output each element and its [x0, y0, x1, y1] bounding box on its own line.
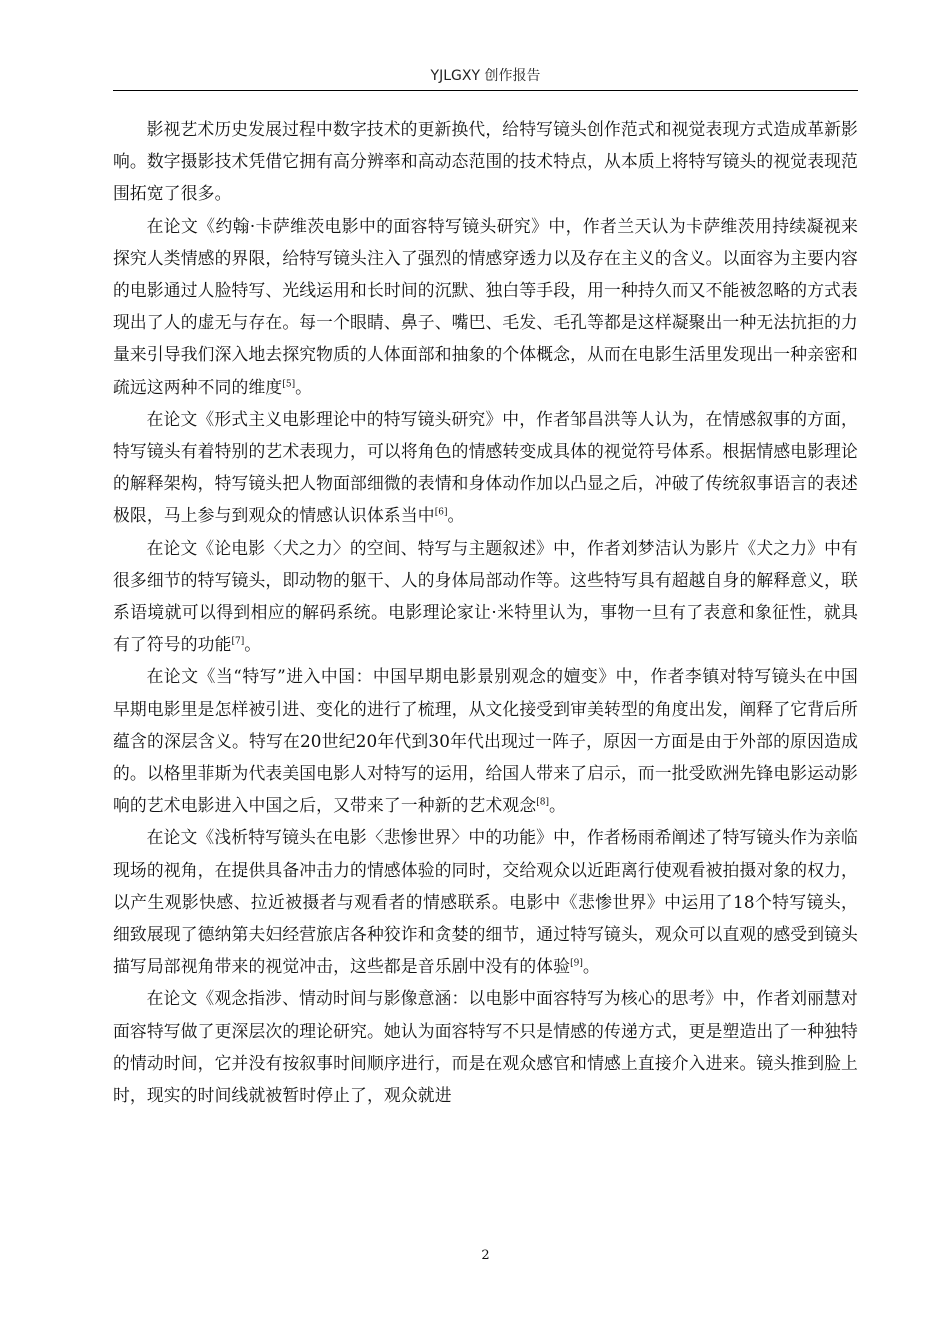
paragraph: [113, 210, 858, 403]
paragraph-tail: 。: [244, 634, 262, 655]
header-rule: [113, 90, 858, 91]
page-header: YJLGXY 创作报告: [430, 68, 541, 84]
paragraph-tail: 。: [582, 956, 600, 977]
paragraph-text: 在论文《论电影〈犬之力〉的空间、特写与主题叙述》中，作者刘梦洁认为影片《犬之力》中有很多细节的特写镜头，即动物的躯干、人的身体局部动作等。这些特写具有超越自身的解释意义，联系语境就可以得到相应的解码系统。电影理论家让·米特里认为，事物一旦有了表意和象征性，就具有了符号的功能: [113, 537, 858, 655]
paragraph-text: 在论文《浅析特写镜头在电影〈悲惨世界〉中的功能》中，作者杨雨希阐述了特写镜头作为亲临现场的视角，在提供具备冲击力的情感体验的同时，交给观众以近距离行使观看被拍摄对象的权力，以产生观影快感、拉近被摄者与观看者的情感联系。电影中《悲惨世界》中运用了18个特写镜头，细致展现了德纳第夫妇经营旅店各种狡诈和贪婪的细节，通过特写镜头，观众可以直观的感受到镜头描写局部视角带来的视觉冲击，这些都是音乐剧中没有的体验: [113, 827, 858, 977]
paragraph-tail: 。: [295, 376, 313, 397]
paragraph: [113, 532, 858, 661]
paragraph: [113, 403, 858, 532]
paragraph-text: 在论文《约翰·卡萨维茨电影中的面容特写镜头研究》中，作者兰天认为卡萨维茨用持续凝视来探究人类情感的界限，给特写镜头注入了强烈的情感穿透力以及存在主义的含义。以面容为主要内容的电影通过人脸特写、光线运用和长时间的沉默、独白等手段，用一种持久而又不能被忽略的方式表现出了人的虚无与存在。每一个眼睛、鼻子、嘴巴、毛发、毛孔等都是这样凝聚出一种无法抗拒的力量来引导我们深入地去探究物质的人体面部和抽象的个体概念，从而在电影生活里发现出一种亲密和疏远这两种不同的维度: [113, 215, 858, 397]
paragraph-text: 在论文《当“特写”进入中国：中国早期电影景别观念的嬗变》中，作者李镇对特写镜头在中国早期电影里是怎样被引进、变化的进行了梳理，从文化接受到审美转型的角度出发，阐释了它背后所蕴含的深层含义。特写在20世纪20年代到30年代出现过一阵子，原因一方面是由于外部的原因造成的。以格里菲斯为代表美国电影人对特写的运用，给国人带来了启示，而一批受欧洲先锋电影运动影响的艺术电影进入中国之后，又带来了一种新的艺术观念: [113, 666, 858, 816]
paragraph: [113, 660, 858, 821]
document-body: [113, 113, 858, 1111]
paragraph-tail: 。: [447, 505, 465, 526]
citation-ref[interactable]: [9]: [570, 958, 583, 969]
paragraph: [113, 113, 858, 210]
page-number: 2: [481, 1248, 490, 1263]
citation-ref[interactable]: [5]: [282, 379, 296, 390]
citation-ref[interactable]: [8]: [536, 797, 550, 808]
paragraph-text: 在论文《形式主义电影理论中的特写镜头研究》中，作者邹昌洪等人认为，在情感叙事的方面，特写镜头有着特别的艺术表现力，可以将角色的情感转变成具体的视觉符号体系。根据情感电影理论的解释架构，特写镜头把人物面部细微的表情和身体动作加以凸显之后，冲破了传统叙事语言的表述极限，马上参与到观众的情感认识体系当中: [113, 408, 858, 526]
paragraph-text: 影视艺术历史发展过程中数字技术的更新换代，给特写镜头创作范式和视觉表现方式造成革新影响。数字摄影技术凭借它拥有高分辨率和高动态范围的技术特点，从本质上将特写镜头的视觉表现范围拓宽了很多。: [113, 119, 858, 204]
paragraph-tail: 。: [549, 795, 566, 816]
citation-ref[interactable]: [6]: [434, 507, 448, 518]
paragraph-text: 在论文《观念指涉、情动时间与影像意涵：以电影中面容特写为核心的思考》中，作者刘丽慧对面容特写做了更深层次的理论研究。她认为面容特写不只是情感的传递方式，更是塑造出了一种独特的情动时间，它并没有按叙事时间顺序进行，而是在观众感官和情感上直接介入进来。镜头推到脸上时，现实的时间线就被暂时停止了，观众就进: [113, 988, 858, 1106]
paragraph: [113, 821, 858, 982]
citation-ref[interactable]: [7]: [231, 636, 245, 647]
paragraph: [113, 982, 858, 1111]
